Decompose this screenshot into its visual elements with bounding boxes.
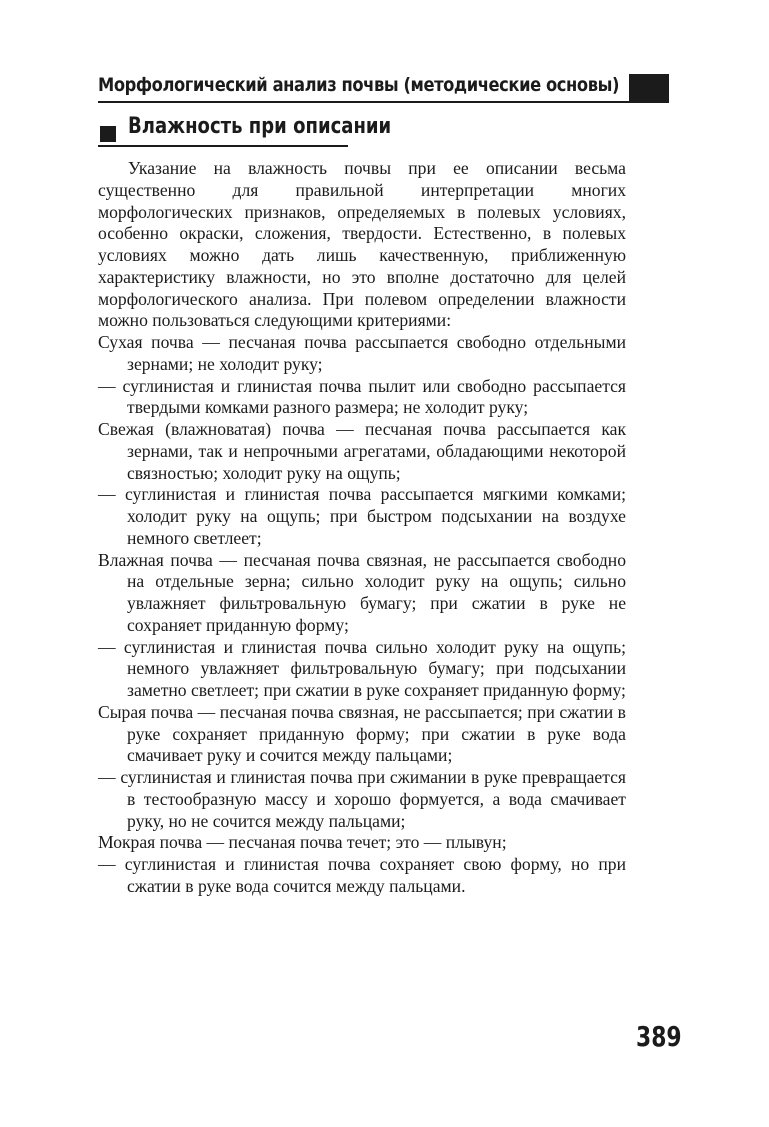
section-title: Влажность при описании (128, 114, 392, 139)
criterion-item: Мокрая почва — песчаная почва течет; это — плывун; (98, 832, 507, 853)
criterion-item: — суглинистая и глинистая почва сохраняет свою форму, но при сжатии в руке вода сочится между пальцами. (98, 854, 626, 896)
intro-paragraph: Указание на влажность почвы при ее описании весьма существенно для правильной интерпретации многих морфологических признаков, определяемых в полевых условиях, особенно окраски, сложения, твердости. Естественно, в полевых условиях можно дать лишь качественную, приближенную характеристику влажности, но это вполне достаточно для целей морфологического анализа. При полевом определении влажности можно пользоваться следующими критериями: (98, 158, 626, 331)
criterion-item: — суглинистая и глинистая почва при сжимании в руке превращается в тестообразную массу и хорошо формуется, а вода смачивает руку, но не сочится между пальцами; (98, 767, 626, 831)
criterion-item: — суглинистая и глинистая почва пылит или свободно рассыпается твердыми комками разного размера; не холодит руку; (98, 375, 626, 418)
criterion-item: Влажная почва — песчаная почва связная, не рассыпается свободно на отдельные зерна; сильно холодит руку на ощупь; сильно увлажняет фильтровальную бумагу; при сжатии в руке не сохраняет приданную форму; (98, 549, 626, 635)
criterion-item: Сухая почва — песчаная почва рассыпается свободно отдельными зернами; не холодит руку; (98, 332, 626, 374)
header-black-block (629, 74, 669, 102)
criterion-item: — суглинистая и глинистая почва сильно холодит руку на ощупь; немного увлажняет фильтровальную бумагу; при подсыхании заметно светлеет; при сжатии в руке сохраняет приданную форму; (98, 636, 626, 700)
criterion-item: Сырая почва — песчаная почва связная, не рассыпается; при сжатии в руке сохраняет приданную форму; при сжатии в руке вода смачивает руку и сочится между пальцами; (98, 701, 626, 766)
body-text (98, 158, 626, 898)
header-rule (98, 101, 669, 103)
running-head: Морфологический анализ почвы (методические основы) (98, 74, 620, 96)
criterion-item: Свежая (влажноватая) почва — песчаная почва рассыпается как зернами, так и непрочными агрегатами, обладающими некоторой связностью; холодит руку на ощупь; (98, 419, 626, 483)
section-bullet-icon (100, 126, 116, 142)
criterion-item: — суглинистая и глинистая почва рассыпается мягкими комками; холодит руку на ощупь; при быстром подсыхании на воздухе немного светлеет; (98, 484, 626, 548)
page-number: 389 (636, 1020, 682, 1053)
section-title-rule (98, 145, 348, 147)
